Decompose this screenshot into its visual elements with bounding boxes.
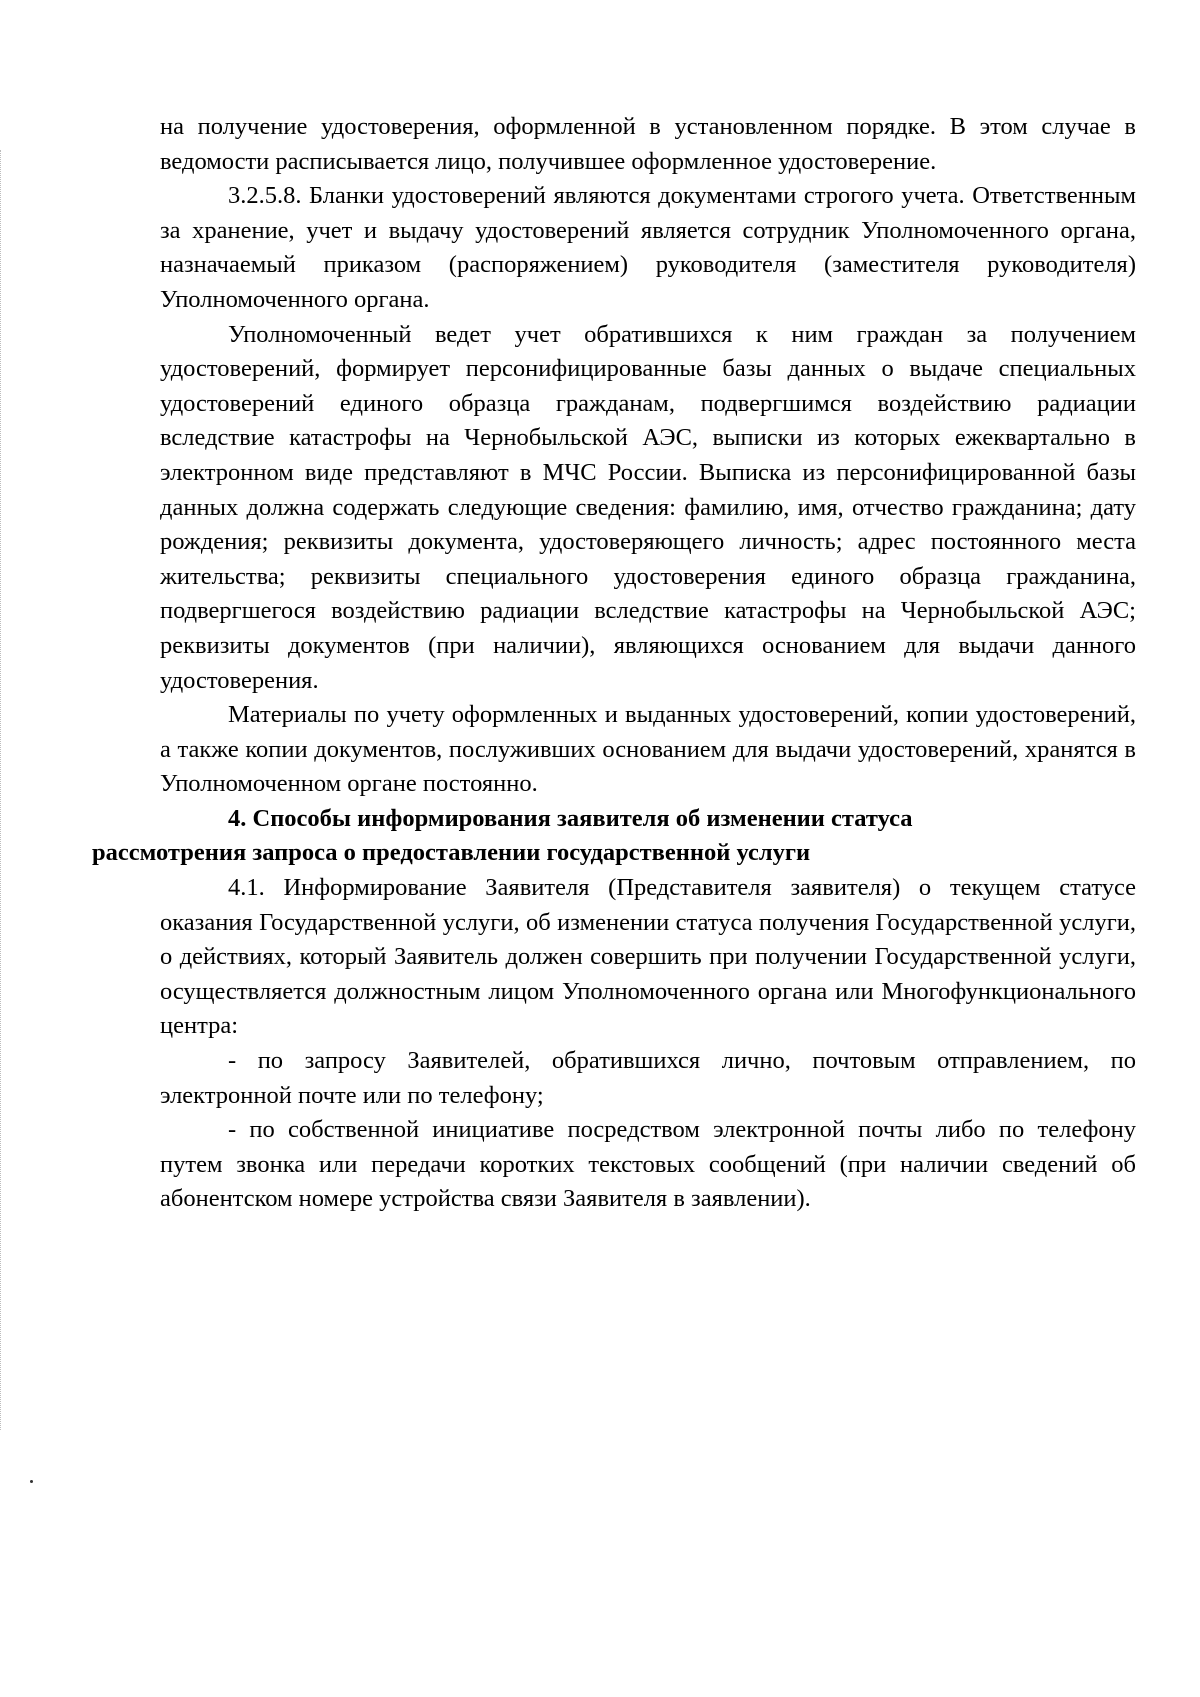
paragraph-4-1: 4.1. Информирование Заявителя (Представителя заявителя) о текущем статусе оказания Государственной услуги, об изменении статуса получения Государственной услуги, о действиях, который Заявитель должен совершить при получении Государственной услуги, осуществляется должностным лицом Уполномоченного органа или Многофункционального центра: — [160, 874, 1136, 1040]
section-4-heading — [92, 802, 1136, 871]
list-item-own-initiative: - по собственной инициативе посредством электронной почты либо по телефону путем звонка или передачи коротких текстовых сообщений (при наличии сведений об абонентском номере устройства связи Заявителя в заявлении). — [160, 1116, 1136, 1213]
paragraph-authorized-records: Уполномоченный ведет учет обратившихся к ним граждан за получением удостоверений, формирует персонифицированные базы данных о выдаче специальных удостоверений единого образца гражданам, подвергшимся воздействию радиации вследствие катастрофы на Чернобыльской АЭС, выписки из которых ежеквартально в электронном виде представляют в МЧС России. Выписка из персонифицированной базы данных должна содержать следующие сведения: фамилию, имя, отчество гражданина; дату рождения; реквизиты документа, удостоверяющего личность; адрес постоянного места жительства; реквизиты специального удостоверения единого образца гражданина, подвергшегося воздействию радиации вследствие катастрофы на Чернобыльской АЭС; реквизиты документов (при наличии), являющихся основанием для выдачи данного удостоверения. — [160, 320, 1136, 694]
paragraph-continuation: на получение удостоверения, оформленной в установленном порядке. В этом случае в ведомости расписывается лицо, получившее оформленное удостоверение. — [160, 113, 1136, 175]
section-4-heading-line2: рассмотрения запроса о предоставлении государственной услуги — [92, 839, 811, 867]
list-item-by-request: - по запросу Заявителей, обратившихся лично, почтовым отправлением, по электронной почте или по телефону; — [160, 1047, 1136, 1109]
paragraph-materials-storage: Материалы по учету оформленных и выданных удостоверений, копии удостоверений, а также копии документов, послуживших основанием для выдачи удостоверений, хранятся в Уполномоченном органе постоянно. — [160, 701, 1136, 798]
section-4-heading-line1: 4. Способы информирования заявителя об изменении статуса — [228, 804, 913, 832]
paragraph-3-2-5-8: 3.2.5.8. Бланки удостоверений являются документами строгого учета. Ответственным за хранение, учет и выдачу удостоверений является сотрудник Уполномоченного органа, назначаемый приказом (распоряжением) руководителя (заместителя руководителя) Уполномоченного органа. — [160, 182, 1136, 313]
document-body — [92, 110, 1136, 1217]
scan-binding-edge — [0, 150, 3, 1430]
scan-speck — [30, 1480, 33, 1483]
